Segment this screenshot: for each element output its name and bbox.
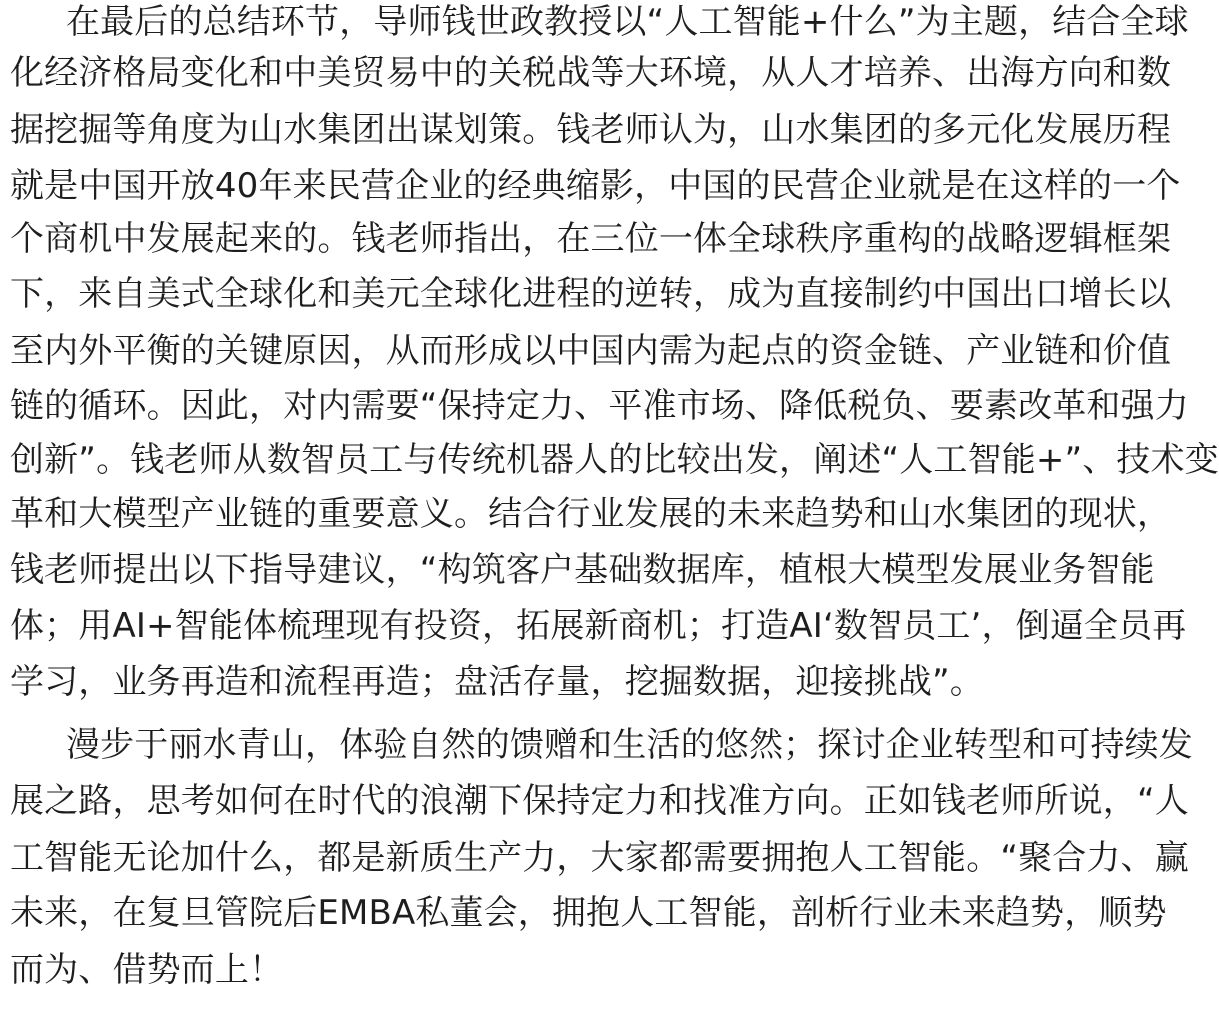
text-line: 学习，业务再造和流程再造；盘活存量，挖掘数据，迎接挑战”。 bbox=[10, 662, 984, 702]
text-line: 革和大模型产业链的重要意义。结合行业发展的未来趋势和山水集团的现状， bbox=[10, 494, 1172, 534]
text-line: 创新”。钱老师从数智员工与传统机器人的比较出发，阐述“人工智能+”、技术变 bbox=[10, 440, 1219, 480]
text-line: 展之路，思考如何在时代的浪潮下保持定力和找准方向。正如钱老师所说，“人 bbox=[10, 781, 1189, 821]
text-line: 化经济格局变化和中美贸易中的关税战等大环境，从人才培养、出海方向和数 bbox=[10, 53, 1172, 93]
text-line: 而为、借势而上！ bbox=[10, 950, 284, 990]
text-line: 据挖掘等角度为山水集团出谋划策。钱老师认为，山水集团的多元化发展历程 bbox=[10, 110, 1172, 150]
text-line: 链的循环。因此，对内需要“保持定力、平准市场、降低税负、要素改革和强力 bbox=[10, 386, 1189, 426]
text-line: 体；用AI+智能体梳理现有投资，拓展新商机；打造AI‘数智员工’，倒逼全员再 bbox=[10, 606, 1187, 646]
text-line: 个商机中发展起来的。钱老师指出，在三位一体全球秩序重构的战略逻辑框架 bbox=[10, 219, 1172, 259]
text-line: 下，来自美式全球化和美元全球化进程的逆转，成为直接制约中国出口增长以 bbox=[10, 274, 1172, 314]
text-line: 至内外平衡的关键原因，从而形成以中国内需为起点的资金链、产业链和价值 bbox=[10, 331, 1172, 371]
text-line: 在最后的总结环节，导师钱世政教授以“人工智能+什么”为主题，结合全球 bbox=[66, 2, 1189, 42]
text-line: 漫步于丽水青山，体验自然的馈赠和生活的悠然；探讨企业转型和可持续发 bbox=[66, 725, 1193, 765]
text-line: 钱老师提出以下指导建议，“构筑客户基础数据库，植根大模型发展业务智能 bbox=[10, 550, 1155, 590]
text-line: 未来，在复旦管院后EMBA私董会，拥抱人工智能，剖析行业未来趋势，顺势 bbox=[10, 893, 1167, 933]
text-line: 工智能无论加什么，都是新质生产力，大家都需要拥抱人工智能。“聚合力、赢 bbox=[10, 838, 1189, 878]
text-line: 就是中国开放40年来民营企业的经典缩影，中国的民营企业就是在这样的一个 bbox=[10, 166, 1181, 206]
